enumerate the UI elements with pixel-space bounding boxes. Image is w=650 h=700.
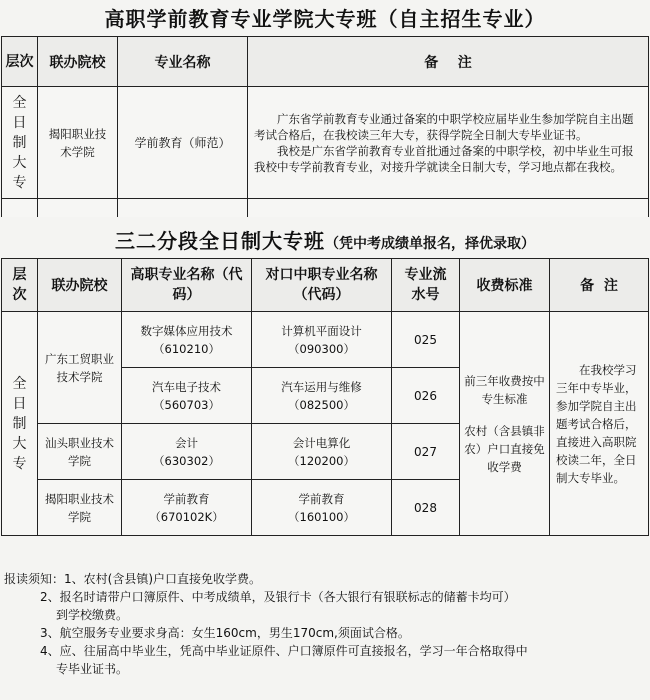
vocational-code: （160100） (288, 509, 355, 524)
instructions-label: 报读须知： (4, 572, 65, 586)
fee-cell (460, 312, 550, 536)
major-cell (122, 424, 252, 480)
header-level: 层次 (2, 37, 38, 87)
header-fee: 收费标准 (460, 259, 550, 312)
table1-spacer-row (2, 199, 649, 218)
major-cell (122, 368, 252, 424)
notes-cell (248, 87, 649, 199)
table-row (2, 312, 649, 368)
level-cell: 全日制大专 (2, 87, 38, 199)
enrollment-instructions (4, 570, 644, 678)
note-paragraph-2: 我校是广东省学前教育专业首批通过备案的中职学校，初中毕业生可报我校中专学前教育专业，对接升学就读全日制大专，学习地点都在我校。 (254, 143, 634, 174)
remark-cell: 在我校学习三年中专毕业，参加学院自主出题考试合格后，直接进入高职院校读二年，全日制大专毕业。 (550, 312, 649, 536)
major-name: 会计 (175, 435, 198, 450)
college-cell: 揭阳职业技术学院 (38, 480, 122, 536)
note-paragraph-1: 广东省学前教育专业通过备案的中职学校应届毕业生参加学院自主出题考试合格后，在我校读三年大专，获得学院全日制大专毕业证书。 (254, 111, 634, 142)
major-cell: 学前教育（师范） (118, 87, 248, 199)
vocational-cell (252, 368, 392, 424)
instruction-item: 3、航空服务专业要求身高：女生160cm，男生170cm,须面试合格。 (40, 626, 410, 640)
header-level: 层次 (2, 259, 38, 312)
college-cell: 汕头职业技术学院 (38, 424, 122, 480)
major-code: （560703） (153, 397, 220, 412)
header-notes: 备 注 (248, 37, 649, 87)
vocational-code: （090300） (288, 341, 355, 356)
vocational-cell (252, 424, 392, 480)
college-cell: 广东工贸职业技术学院 (38, 312, 122, 424)
program-table-1 (1, 36, 649, 217)
major-name: 汽车电子技术 (152, 379, 221, 394)
vocational-code: （082500） (288, 397, 355, 412)
header-serial: 专业流水号 (392, 259, 460, 312)
section2-title-main: 三二分段全日制大专班 (115, 229, 325, 253)
section1-title: 高职学前教育专业学院大专班（自主招生专业） (104, 7, 546, 31)
serial-cell: 025 (392, 312, 460, 368)
instruction-line (4, 570, 644, 588)
header-major: 专业名称 (118, 37, 248, 87)
instruction-item: 到学校缴费。 (56, 608, 129, 622)
vocational-name: 计算机平面设计 (281, 323, 362, 338)
table1-row (2, 87, 649, 199)
level-cell: 全日制大专 (2, 312, 38, 536)
section2-subtitle: （凭中考成绩单报名，择优录取） (325, 236, 535, 252)
major-cell (122, 312, 252, 368)
college-cell: 揭阳职业技术学院 (38, 87, 118, 199)
table2-header-row (2, 259, 649, 312)
header-vocational: 对口中职专业名称（代码） (252, 259, 392, 312)
major-cell (122, 480, 252, 536)
header-college: 联办院校 (38, 37, 118, 87)
fee-exemption: 农村（含县镇非农）户口直接免收学费 (464, 423, 545, 474)
instruction-item: 2、报名时请带户口簿原件、中考成绩单，及银行卡（各大银行有银联标志的储蓄卡均可） (40, 590, 516, 604)
major-code: （630302） (153, 453, 220, 468)
vocational-name: 学前教育 (298, 491, 345, 506)
vocational-code: （120200） (288, 453, 355, 468)
vocational-name: 汽车运用与维修 (281, 379, 362, 394)
serial-cell: 028 (392, 480, 460, 536)
serial-cell: 027 (392, 424, 460, 480)
header-notes: 备 注 (550, 259, 649, 312)
table1-header-row (2, 37, 649, 87)
serial-cell: 026 (392, 368, 460, 424)
vocational-name: 会计电算化 (292, 435, 351, 450)
program-table-2 (1, 258, 649, 536)
fee-standard: 前三年收费按中专生标准 (464, 373, 545, 406)
major-name: 学前教育 (163, 491, 210, 506)
vocational-cell (252, 312, 392, 368)
instruction-item: 4、应、往届高中毕业生，凭高中毕业证原件、户口簿原件可直接报名，学习一年合格取得中 (40, 644, 528, 658)
header-major: 高职专业名称（代码） (122, 259, 252, 312)
section2-title (0, 226, 650, 256)
instruction-item: 1、农村(含县镇)户口直接免收学费。 (64, 572, 262, 586)
header-college: 联办院校 (38, 259, 122, 312)
major-code: （670102K） (149, 509, 224, 524)
vocational-cell (252, 480, 392, 536)
major-name: 数字媒体应用技术 (140, 323, 233, 338)
instruction-item: 专毕业证书。 (56, 662, 129, 676)
major-code: （610210） (153, 341, 220, 356)
